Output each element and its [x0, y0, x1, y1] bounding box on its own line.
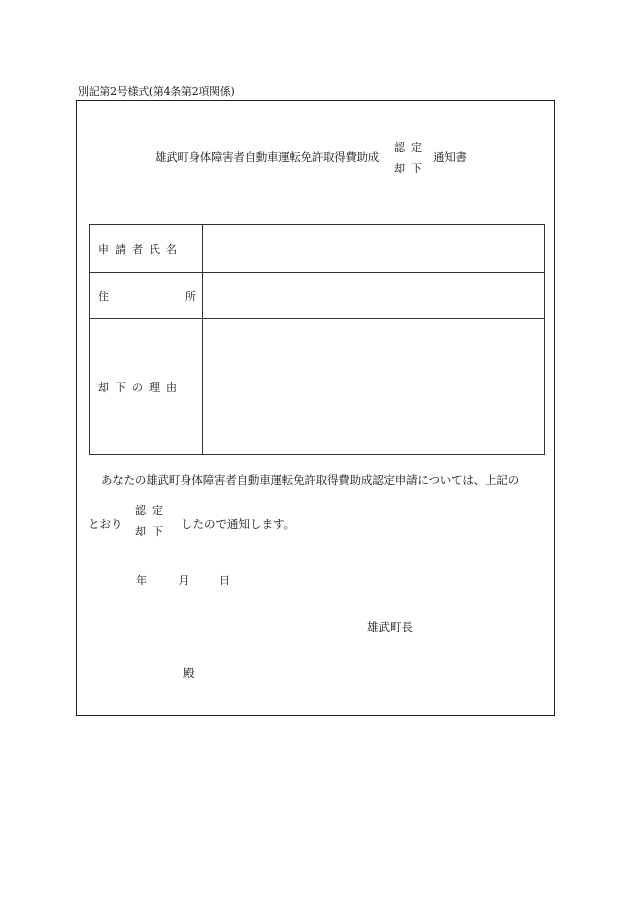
address-field[interactable] [203, 273, 545, 319]
table-row [90, 273, 545, 319]
rejection-reason-field[interactable] [203, 319, 545, 455]
table-row [90, 319, 545, 455]
date-year: 年 [136, 574, 147, 587]
applicant-info-table [89, 224, 545, 455]
date-line [136, 572, 230, 588]
issuer-mayor: 雄武町長 [367, 620, 413, 634]
address-label-left: 住 [98, 289, 109, 303]
title-approval-choice [394, 137, 428, 179]
document-title: 雄武町身体障害者自動車運転免許取得費助成 [155, 150, 379, 164]
body-approval-choice [135, 500, 169, 542]
table-row [90, 225, 545, 273]
document-title-suffix: 通知書 [433, 150, 467, 164]
address-label [90, 273, 203, 319]
choice-approve: 認定 [135, 504, 169, 517]
applicant-name-field[interactable] [203, 225, 545, 273]
notice-text-suffix: したので通知します。 [181, 517, 296, 531]
rejection-reason-label: 却下の理由 [90, 319, 203, 455]
choice-approve: 認定 [394, 141, 428, 154]
address-label-right: 所 [185, 289, 196, 303]
notice-text: あなたの雄武町身体障害者自動車運転免許取得費助成認定申請については、上記の [101, 473, 519, 487]
addressee-honorific: 殿 [183, 666, 195, 680]
choice-reject: 却下 [135, 525, 169, 538]
notice-text-toori: とおり [88, 517, 123, 531]
date-month: 月 [178, 574, 190, 587]
applicant-name-label: 申請者氏名 [90, 225, 203, 273]
choice-reject: 却下 [394, 162, 428, 175]
date-day: 日 [219, 574, 230, 587]
form-reference: 別記第2号様式(第4条第2項関係) [78, 85, 235, 98]
